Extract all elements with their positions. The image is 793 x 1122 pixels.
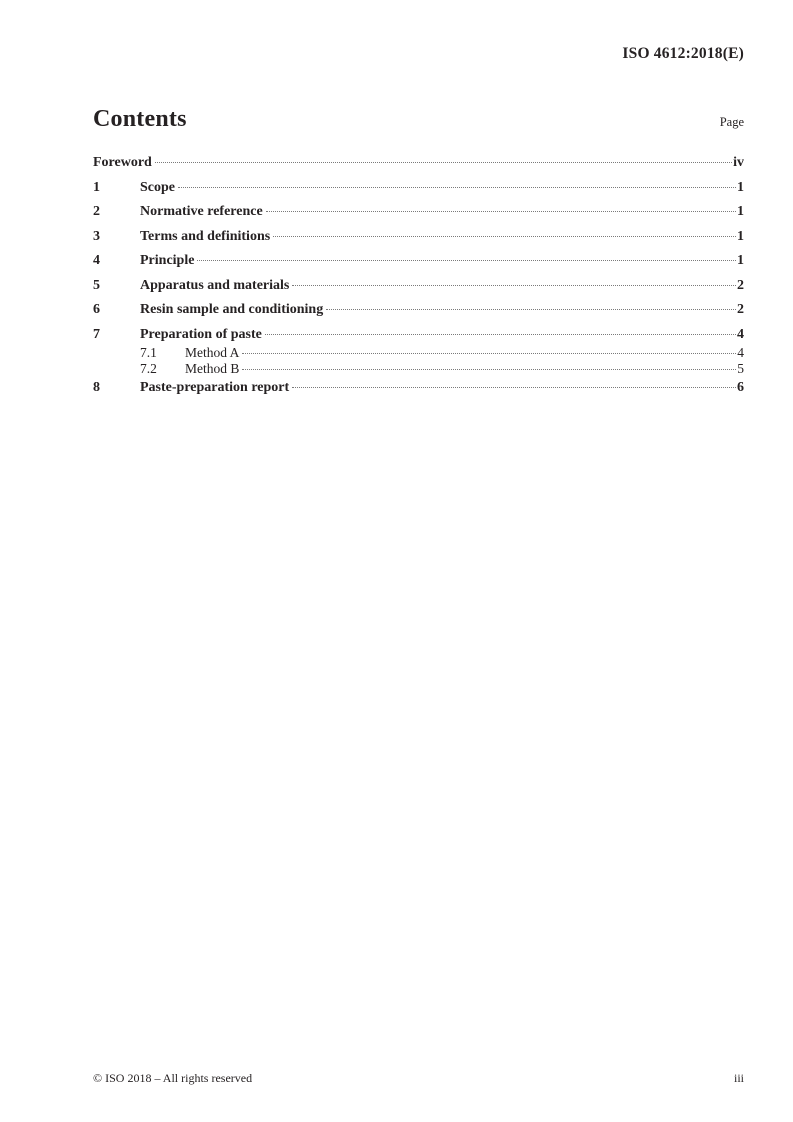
toc-entry-label: Scope: [140, 179, 175, 195]
toc-leader-dots: [266, 211, 736, 212]
toc-entry-page: 4: [737, 326, 744, 342]
toc-entry-number: 6: [93, 302, 100, 317]
toc-entry-label: Terms and definitions: [140, 228, 271, 244]
toc-entry-page: 1: [737, 253, 744, 268]
table-of-contents: [93, 155, 744, 405]
copyright-notice: © ISO 2018 – All rights reserved: [93, 1071, 253, 1085]
toc-entry-page: 2: [737, 277, 744, 293]
toc-entry-number: 7: [93, 326, 100, 342]
toc-entry-page: 1: [737, 179, 744, 195]
toc-entry-number: 3: [93, 228, 100, 244]
toc-entry-page: iv: [733, 155, 744, 170]
toc-leader-dots: [242, 369, 736, 370]
toc-entry-label: Preparation of paste: [140, 326, 262, 342]
toc-entry-label: Principle: [140, 253, 195, 268]
toc-entry-number: 1: [93, 179, 100, 195]
toc-leader-dots: [178, 187, 736, 188]
toc-entry-label: Resin sample and conditioning: [140, 302, 324, 317]
contents-title: Contents: [93, 106, 187, 132]
toc-entry-number: 7.2: [140, 361, 157, 376]
toc-row-preparation-paste: [93, 327, 744, 342]
toc-leader-dots: [326, 309, 736, 310]
contents-header: [93, 106, 744, 133]
toc-entry-number: 5: [93, 277, 100, 293]
toc-entry-number: 7.1: [140, 344, 157, 360]
toc-row-foreword: [93, 155, 744, 170]
toc-entry-label: Paste-preparation report: [140, 380, 290, 395]
toc-entry-page: 1: [737, 204, 744, 219]
toc-row-terms-definitions: [93, 229, 744, 244]
toc-entry-page: 2: [737, 302, 744, 317]
toc-leader-dots: [242, 353, 736, 354]
toc-row-resin-sample: [93, 302, 744, 317]
toc-row-method-a: [93, 345, 744, 360]
toc-entry-number: 4: [93, 253, 100, 268]
toc-entry-label: Method A: [185, 344, 240, 360]
toc-entry-page: 1: [737, 228, 744, 244]
toc-leader-dots: [265, 334, 736, 335]
toc-entry-label: Normative reference: [140, 204, 263, 219]
toc-entry-page: 4: [737, 344, 744, 360]
toc-leader-dots: [292, 285, 736, 286]
toc-leader-dots: [155, 162, 732, 163]
toc-row-scope: [93, 180, 744, 195]
toc-entry-number: 2: [93, 204, 100, 219]
toc-entry-number: 8: [93, 380, 100, 395]
toc-leader-dots: [197, 260, 736, 261]
toc-row-method-b: [93, 361, 744, 376]
toc-row-principle: [93, 253, 744, 268]
folio-page-number: iii: [733, 1071, 744, 1085]
toc-entry-label: Foreword: [93, 155, 152, 170]
toc-entry-page: 5: [737, 361, 744, 376]
page-footer: [93, 1071, 744, 1086]
toc-row-paste-preparation-report: [93, 380, 744, 395]
toc-entry-label: Apparatus and materials: [140, 277, 290, 293]
toc-entry-label: Method B: [185, 361, 240, 376]
document-reference: ISO 4612:2018(E): [622, 45, 744, 62]
toc-row-normative-reference: [93, 204, 744, 219]
toc-leader-dots: [292, 387, 736, 388]
toc-leader-dots: [273, 236, 736, 237]
toc-entry-page: 6: [737, 380, 744, 395]
page-column-label: Page: [719, 115, 744, 129]
toc-row-apparatus-materials: [93, 278, 744, 293]
